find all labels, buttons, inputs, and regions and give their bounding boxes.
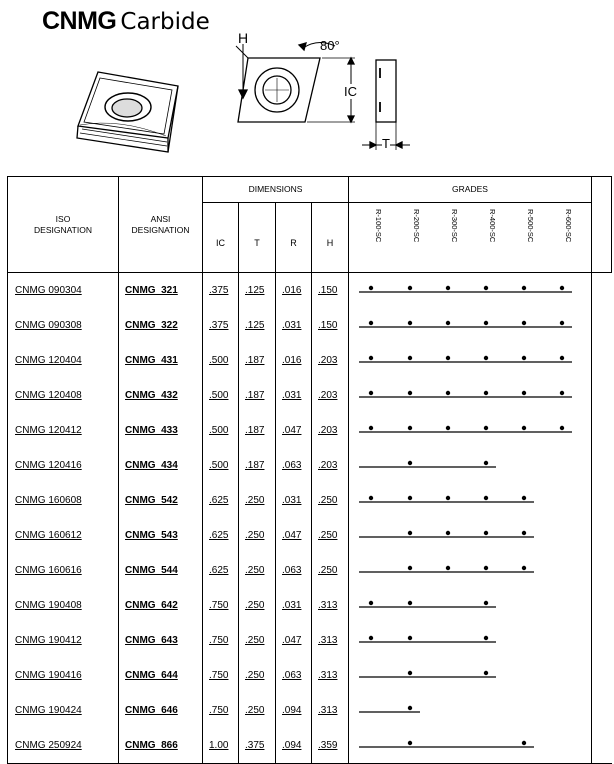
grade-available-dot: [560, 356, 564, 360]
cell-t-container: [239, 413, 276, 448]
grade-availability-cell: [349, 483, 592, 518]
grade-available-dot: [522, 741, 526, 745]
grade-col-label: R-100-SC: [374, 209, 383, 243]
grade-available-dot: [408, 636, 412, 640]
cell-ic: .375: [209, 285, 229, 296]
cell-iso: CNMG 090308: [15, 320, 82, 331]
cell-h-container: [312, 588, 349, 623]
cell-h-container: [312, 273, 349, 309]
angle-label: 80°: [320, 38, 340, 53]
cell-ic-container: [203, 728, 239, 764]
cell-iso-container: [8, 728, 119, 764]
table-row: [8, 378, 612, 413]
cell-t-container: [239, 588, 276, 623]
t-dimension-label: T: [382, 136, 390, 151]
grade-available-dot: [408, 286, 412, 290]
grade-availability-cell: [349, 518, 592, 553]
grade-available-dot: [408, 496, 412, 500]
cell-iso-container: [8, 273, 119, 309]
cell-h-container: [312, 623, 349, 658]
table-row: [8, 518, 612, 553]
specification-table: [7, 176, 612, 764]
cell-h: .359: [318, 740, 338, 751]
grade-available-dot: [484, 671, 488, 675]
cell-ansi: CNMG 542: [125, 495, 178, 506]
grade-available-dot: [369, 321, 373, 325]
grade-available-dot: [408, 531, 412, 535]
cell-ic-container: [203, 308, 239, 343]
table-row: [8, 658, 612, 693]
cell-iso-container: [8, 448, 119, 483]
cell-ic-container: [203, 483, 239, 518]
h-dimension-label: H: [238, 30, 249, 46]
grade-availability-svg: [349, 693, 591, 723]
grade-available-dot: [522, 426, 526, 430]
grade-col-label: R-200-SC: [412, 209, 421, 243]
insert-top-view: [236, 42, 355, 122]
cell-iso: CNMG 190412: [15, 635, 82, 646]
grade-available-dot: [522, 531, 526, 535]
cell-ansi-container: [119, 308, 203, 343]
grade-available-dot: [522, 356, 526, 360]
grades-header: GRADES: [349, 177, 592, 203]
cell-iso: CNMG 120404: [15, 355, 82, 366]
table-row: [8, 448, 612, 483]
cell-h: .250: [318, 495, 338, 506]
grade-available-dot: [408, 321, 412, 325]
grade-available-dot: [522, 321, 526, 325]
cell-ansi: CNMG 866: [125, 740, 178, 751]
cell-h: .250: [318, 565, 338, 576]
cell-ic-container: [203, 273, 239, 309]
cell-iso-container: [8, 413, 119, 448]
cell-h: .203: [318, 355, 338, 366]
cell-r: .063: [282, 565, 302, 576]
table-row: [8, 343, 612, 378]
cell-r-container: [276, 623, 312, 658]
cell-iso-container: [8, 518, 119, 553]
cell-ansi-container: [119, 588, 203, 623]
cell-ic: .500: [209, 355, 229, 366]
cell-ic: .375: [209, 320, 229, 331]
cell-iso-container: [8, 588, 119, 623]
cell-iso: CNMG 190416: [15, 670, 82, 681]
grade-available-dot: [446, 286, 450, 290]
cell-r: .063: [282, 670, 302, 681]
cell-iso-container: [8, 553, 119, 588]
cell-ic: .750: [209, 600, 229, 611]
cell-iso: CNMG 190408: [15, 600, 82, 611]
grade-availability-cell: [349, 588, 592, 623]
grade-availability-svg: [349, 378, 591, 408]
cell-iso: CNMG 160612: [15, 530, 82, 541]
title-material: Carbide: [120, 9, 210, 35]
cell-ic-container: [203, 553, 239, 588]
ic-dimension-label: IC: [344, 84, 357, 99]
grade-headers: [349, 203, 592, 273]
cell-r-container: [276, 308, 312, 343]
cell-r-container: [276, 343, 312, 378]
cell-iso: CNMG 250924: [15, 740, 82, 751]
cell-iso: CNMG 120416: [15, 460, 82, 471]
cell-t-container: [239, 343, 276, 378]
cell-h-container: [312, 343, 349, 378]
cell-ic-container: [203, 413, 239, 448]
cell-r: .031: [282, 600, 302, 611]
cell-ic: .625: [209, 495, 229, 506]
grade-availability-cell: [349, 378, 592, 413]
cell-ic-container: [203, 343, 239, 378]
table-row: [8, 588, 612, 623]
cell-r-container: [276, 413, 312, 448]
cell-r-container: [276, 483, 312, 518]
grade-availability-svg: [349, 623, 591, 653]
cell-ic: .500: [209, 390, 229, 401]
grade-available-dot: [484, 601, 488, 605]
table-row: [8, 483, 612, 518]
grade-available-dot: [560, 426, 564, 430]
cell-ansi-container: [119, 658, 203, 693]
cell-ansi-container: [119, 728, 203, 764]
grade-available-dot: [560, 391, 564, 395]
cell-ic-container: [203, 518, 239, 553]
grade-available-dot: [560, 321, 564, 325]
grade-available-dot: [369, 356, 373, 360]
grade-available-dot: [408, 426, 412, 430]
grade-availability-cell: [349, 553, 592, 588]
insert-3d-illustration: [77, 72, 178, 152]
table-row: [8, 623, 612, 658]
cell-h-container: [312, 483, 349, 518]
cell-h: .203: [318, 460, 338, 471]
cell-iso: CNMG 160616: [15, 565, 82, 576]
cell-iso-container: [8, 623, 119, 658]
cell-ansi-container: [119, 483, 203, 518]
cell-t-container: [239, 728, 276, 764]
cell-ansi-container: [119, 518, 203, 553]
grade-available-dot: [408, 741, 412, 745]
grade-availability-cell: [349, 343, 592, 378]
cell-ic-container: [203, 378, 239, 413]
cell-iso-container: [8, 658, 119, 693]
cell-ansi: CNMG 433: [125, 425, 178, 436]
cell-h: .313: [318, 635, 338, 646]
cell-h-container: [312, 553, 349, 588]
cell-iso: CNMG 120408: [15, 390, 82, 401]
cell-ic: 1.00: [209, 740, 229, 751]
grade-availability-cell: [349, 623, 592, 658]
cell-h: .150: [318, 320, 338, 331]
cell-r: .094: [282, 740, 302, 751]
grade-col-label: R-600-SC: [564, 209, 573, 243]
grade-availability-svg: [349, 518, 591, 548]
grade-available-dot: [522, 566, 526, 570]
cell-ansi: CNMG 434: [125, 460, 178, 471]
grade-availability-cell: [349, 728, 592, 764]
grade-available-dot: [408, 566, 412, 570]
grade-available-dot: [484, 566, 488, 570]
cell-iso: CNMG 090304: [15, 285, 82, 296]
grade-available-dot: [484, 321, 488, 325]
grade-available-dot: [484, 531, 488, 535]
cell-ansi: CNMG 321: [125, 285, 178, 296]
cell-r-container: [276, 588, 312, 623]
grade-available-dot: [446, 426, 450, 430]
cell-h-container: [312, 448, 349, 483]
cell-t: .375: [245, 740, 265, 751]
cell-r-container: [276, 273, 312, 309]
grade-available-dot: [369, 496, 373, 500]
cell-h: .313: [318, 600, 338, 611]
grade-available-dot: [484, 636, 488, 640]
cell-r: .047: [282, 425, 302, 436]
grade-available-dot: [369, 286, 373, 290]
cell-t-container: [239, 483, 276, 518]
cell-h-container: [312, 378, 349, 413]
grade-available-dot: [522, 391, 526, 395]
cell-iso-container: [8, 378, 119, 413]
table-row: [8, 553, 612, 588]
grade-availability-svg: [349, 728, 591, 758]
cell-r: .047: [282, 530, 302, 541]
dim-header-ic: IC: [203, 203, 239, 273]
grade-availability-svg: [349, 308, 591, 338]
cell-ic-container: [203, 448, 239, 483]
grade-available-dot: [522, 286, 526, 290]
grade-available-dot: [446, 496, 450, 500]
cell-t: .250: [245, 530, 265, 541]
cell-ic: .625: [209, 530, 229, 541]
cell-ansi: CNMG 644: [125, 670, 178, 681]
cell-ansi: CNMG 646: [125, 705, 178, 716]
cell-h-container: [312, 518, 349, 553]
grade-availability-cell: [349, 308, 592, 343]
cell-r: .063: [282, 460, 302, 471]
cell-h: .250: [318, 530, 338, 541]
cell-r: .031: [282, 495, 302, 506]
grade-available-dot: [369, 391, 373, 395]
cell-r-container: [276, 728, 312, 764]
cell-r-container: [276, 378, 312, 413]
table-row: [8, 413, 612, 448]
grade-availability-svg: [349, 343, 591, 373]
cell-ansi: CNMG 642: [125, 600, 178, 611]
cell-t-container: [239, 448, 276, 483]
grade-available-dot: [484, 496, 488, 500]
grade-availability-svg: [349, 588, 591, 618]
grade-available-dot: [408, 391, 412, 395]
cell-ansi: CNMG 322: [125, 320, 178, 331]
cell-ansi-container: [119, 273, 203, 309]
cell-r-container: [276, 448, 312, 483]
cell-t: .250: [245, 705, 265, 716]
cell-iso: CNMG 120412: [15, 425, 82, 436]
cell-iso: CNMG 160608: [15, 495, 82, 506]
grade-available-dot: [446, 531, 450, 535]
cell-h-container: [312, 413, 349, 448]
grade-col-label: R-400-SC: [488, 209, 497, 243]
cell-ic: .750: [209, 670, 229, 681]
cell-h: .203: [318, 425, 338, 436]
cell-ansi: CNMG 432: [125, 390, 178, 401]
cell-ic: .500: [209, 425, 229, 436]
cell-ansi-container: [119, 413, 203, 448]
table-row: [8, 273, 612, 309]
grade-availability-cell: [349, 658, 592, 693]
iso-designation-header: ISO DESIGNATION: [8, 177, 119, 273]
cell-ic-container: [203, 588, 239, 623]
cell-ansi-container: [119, 623, 203, 658]
cell-iso-container: [8, 343, 119, 378]
cell-t: .250: [245, 495, 265, 506]
cell-t: .187: [245, 390, 265, 401]
grade-available-dot: [408, 671, 412, 675]
cell-ic-container: [203, 623, 239, 658]
cell-t-container: [239, 308, 276, 343]
cell-r: .094: [282, 705, 302, 716]
cell-h: .203: [318, 390, 338, 401]
grade-availability-svg: [349, 658, 591, 688]
cell-r-container: [276, 518, 312, 553]
cell-ansi-container: [119, 343, 203, 378]
grade-available-dot: [484, 391, 488, 395]
cell-h: .313: [318, 670, 338, 681]
grade-col-label: R-500-SC: [526, 209, 535, 243]
cell-ic: .750: [209, 705, 229, 716]
cell-r: .031: [282, 390, 302, 401]
grade-availability-svg: [349, 553, 591, 583]
dim-header-h: H: [312, 203, 349, 273]
cell-ic: .625: [209, 565, 229, 576]
ansi-designation-header: ANSI DESIGNATION: [119, 177, 203, 273]
cell-ansi: CNMG 543: [125, 530, 178, 541]
cell-ansi-container: [119, 448, 203, 483]
right-margin-column: [592, 177, 612, 273]
cell-t: .125: [245, 320, 265, 331]
grade-available-dot: [446, 356, 450, 360]
cell-r-container: [276, 553, 312, 588]
grade-available-dot: [369, 601, 373, 605]
cell-r: .016: [282, 355, 302, 366]
cell-h-container: [312, 308, 349, 343]
cell-t-container: [239, 553, 276, 588]
grade-available-dot: [484, 461, 488, 465]
grade-available-dot: [408, 356, 412, 360]
cell-r-container: [276, 658, 312, 693]
grade-available-dot: [408, 461, 412, 465]
cell-ansi-container: [119, 553, 203, 588]
cell-t-container: [239, 623, 276, 658]
cell-ansi: CNMG 643: [125, 635, 178, 646]
grade-availability-cell: [349, 413, 592, 448]
grade-available-dot: [446, 566, 450, 570]
grade-availability-svg: [349, 483, 591, 513]
grade-availability-cell: [349, 273, 592, 309]
grade-available-dot: [369, 426, 373, 430]
grade-available-dot: [446, 391, 450, 395]
cell-t-container: [239, 378, 276, 413]
cell-t: .187: [245, 460, 265, 471]
cell-iso: CNMG 190424: [15, 705, 82, 716]
grade-available-dot: [408, 706, 412, 710]
dim-header-t: T: [239, 203, 276, 273]
table-row: [8, 308, 612, 343]
grade-available-dot: [369, 636, 373, 640]
cell-t-container: [239, 273, 276, 309]
cell-ic: .750: [209, 635, 229, 646]
grade-header-svg: [349, 203, 591, 267]
grade-available-dot: [560, 286, 564, 290]
dim-header-r: R: [276, 203, 312, 273]
cell-h-container: [312, 658, 349, 693]
cell-iso-container: [8, 483, 119, 518]
table-row: [8, 728, 612, 764]
grade-available-dot: [408, 601, 412, 605]
cell-h: .150: [318, 285, 338, 296]
cell-ansi: CNMG 544: [125, 565, 178, 576]
cell-t: .250: [245, 635, 265, 646]
cell-h: .313: [318, 705, 338, 716]
cell-r: .047: [282, 635, 302, 646]
cell-r: .016: [282, 285, 302, 296]
cell-ic-container: [203, 658, 239, 693]
cell-t: .250: [245, 670, 265, 681]
title-product-code: CNMG: [42, 7, 117, 35]
grade-col-label: R-300-SC: [450, 209, 459, 243]
grade-availability-svg: [349, 413, 591, 443]
grade-available-dot: [522, 496, 526, 500]
cell-iso-container: [8, 308, 119, 343]
dimensions-header: DIMENSIONS: [203, 177, 349, 203]
grade-availability-svg: [349, 448, 591, 478]
cell-r: .031: [282, 320, 302, 331]
grade-available-dot: [446, 321, 450, 325]
grade-availability-svg: [349, 273, 591, 303]
grade-available-dot: [484, 426, 488, 430]
cell-ic: .500: [209, 460, 229, 471]
cell-h-container: [312, 728, 349, 764]
cell-t: .187: [245, 355, 265, 366]
grade-available-dot: [484, 356, 488, 360]
insert-drawings: [0, 0, 614, 176]
cell-t: .250: [245, 565, 265, 576]
cell-t: .250: [245, 600, 265, 611]
cell-t: .187: [245, 425, 265, 436]
cell-t-container: [239, 518, 276, 553]
grade-available-dot: [484, 286, 488, 290]
cell-ansi: CNMG 431: [125, 355, 178, 366]
cell-ansi-container: [119, 378, 203, 413]
cell-t: .125: [245, 285, 265, 296]
grade-availability-cell: [349, 448, 592, 483]
cell-t-container: [239, 658, 276, 693]
